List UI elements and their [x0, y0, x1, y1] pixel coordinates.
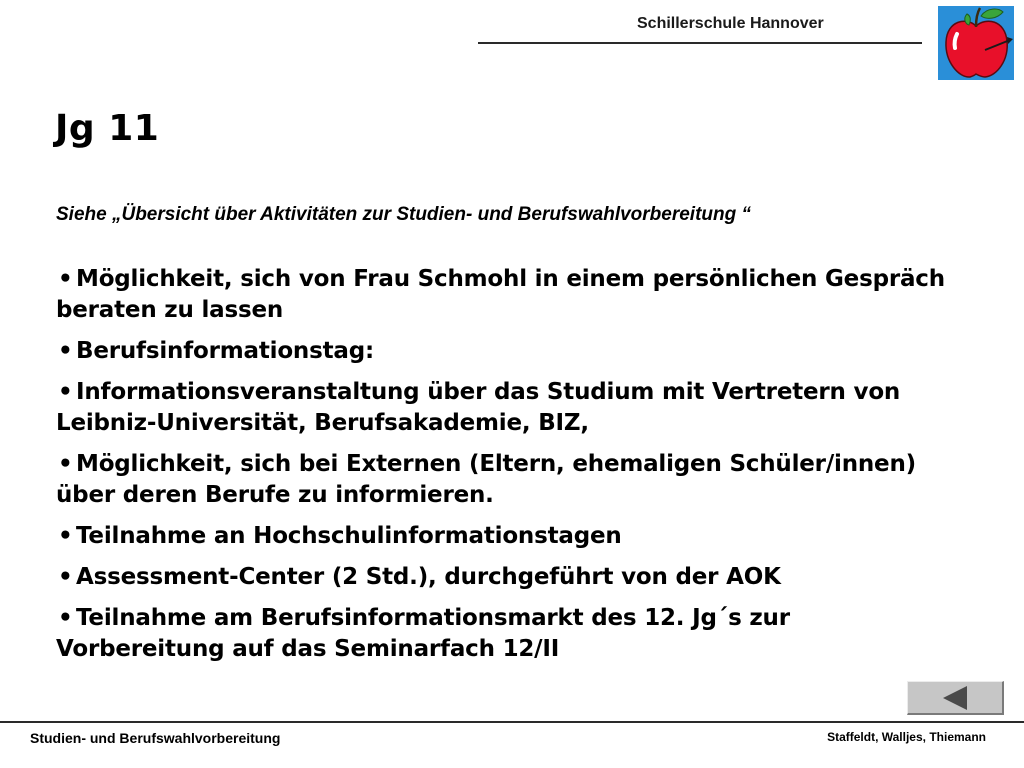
list-item-text: Teilnahme am Berufsinformationsmarkt des 12. Jg´s zur Vorbereitung auf das Seminarfach 12/II: [56, 605, 790, 662]
list-item-text: Berufsinformationstag:: [76, 338, 374, 364]
list-item-text: Teilnahme an Hochschulinformationstagen: [76, 523, 622, 549]
list-item: [56, 336, 966, 367]
list-item-text: Möglichkeit, sich bei Externen (Eltern, ehemaligen Schüler/innen) über deren Berufe zu informieren.: [56, 451, 916, 508]
bullet-glyph: •: [58, 451, 73, 477]
bullet-glyph: •: [58, 338, 73, 364]
school-name: Schillerschule Hannover: [637, 15, 824, 32]
apple-logo-icon: [937, 4, 1015, 82]
bullet-glyph: •: [58, 523, 73, 549]
list-item-text: Assessment-Center (2 Std.), durchgeführt von der AOK: [76, 564, 781, 590]
list-item: [56, 521, 966, 552]
footer-authors: Staffeldt, Walljes, Thiemann: [827, 730, 986, 744]
bullet-glyph: •: [58, 564, 73, 590]
back-arrow-icon: [943, 686, 967, 710]
page-title: Jg 11: [55, 108, 160, 149]
list-item: [56, 377, 966, 439]
list-item: [56, 264, 966, 326]
header-divider: [478, 42, 922, 44]
footer-divider: [0, 721, 1024, 723]
list-item: [56, 603, 966, 665]
list-item-text: Informationsveranstaltung über das Studium mit Vertretern von Leibniz-Universität, Berufsakademie, BIZ,: [56, 379, 901, 436]
bullet-glyph: •: [58, 266, 73, 292]
slide-subtitle: Siehe „Übersicht über Aktivitäten zur Studien- und Berufswahlvorbereitung “: [56, 204, 752, 225]
back-button[interactable]: [907, 681, 1004, 715]
activity-list: [56, 264, 966, 675]
list-item: [56, 449, 966, 511]
bullet-glyph: •: [58, 605, 73, 631]
list-item: [56, 562, 966, 593]
bullet-glyph: •: [58, 379, 73, 405]
footer-topic: Studien- und Berufswahlvorbereitung: [30, 730, 281, 746]
list-item-text: Möglichkeit, sich von Frau Schmohl in einem persönlichen Gespräch beraten zu lassen: [56, 266, 945, 323]
